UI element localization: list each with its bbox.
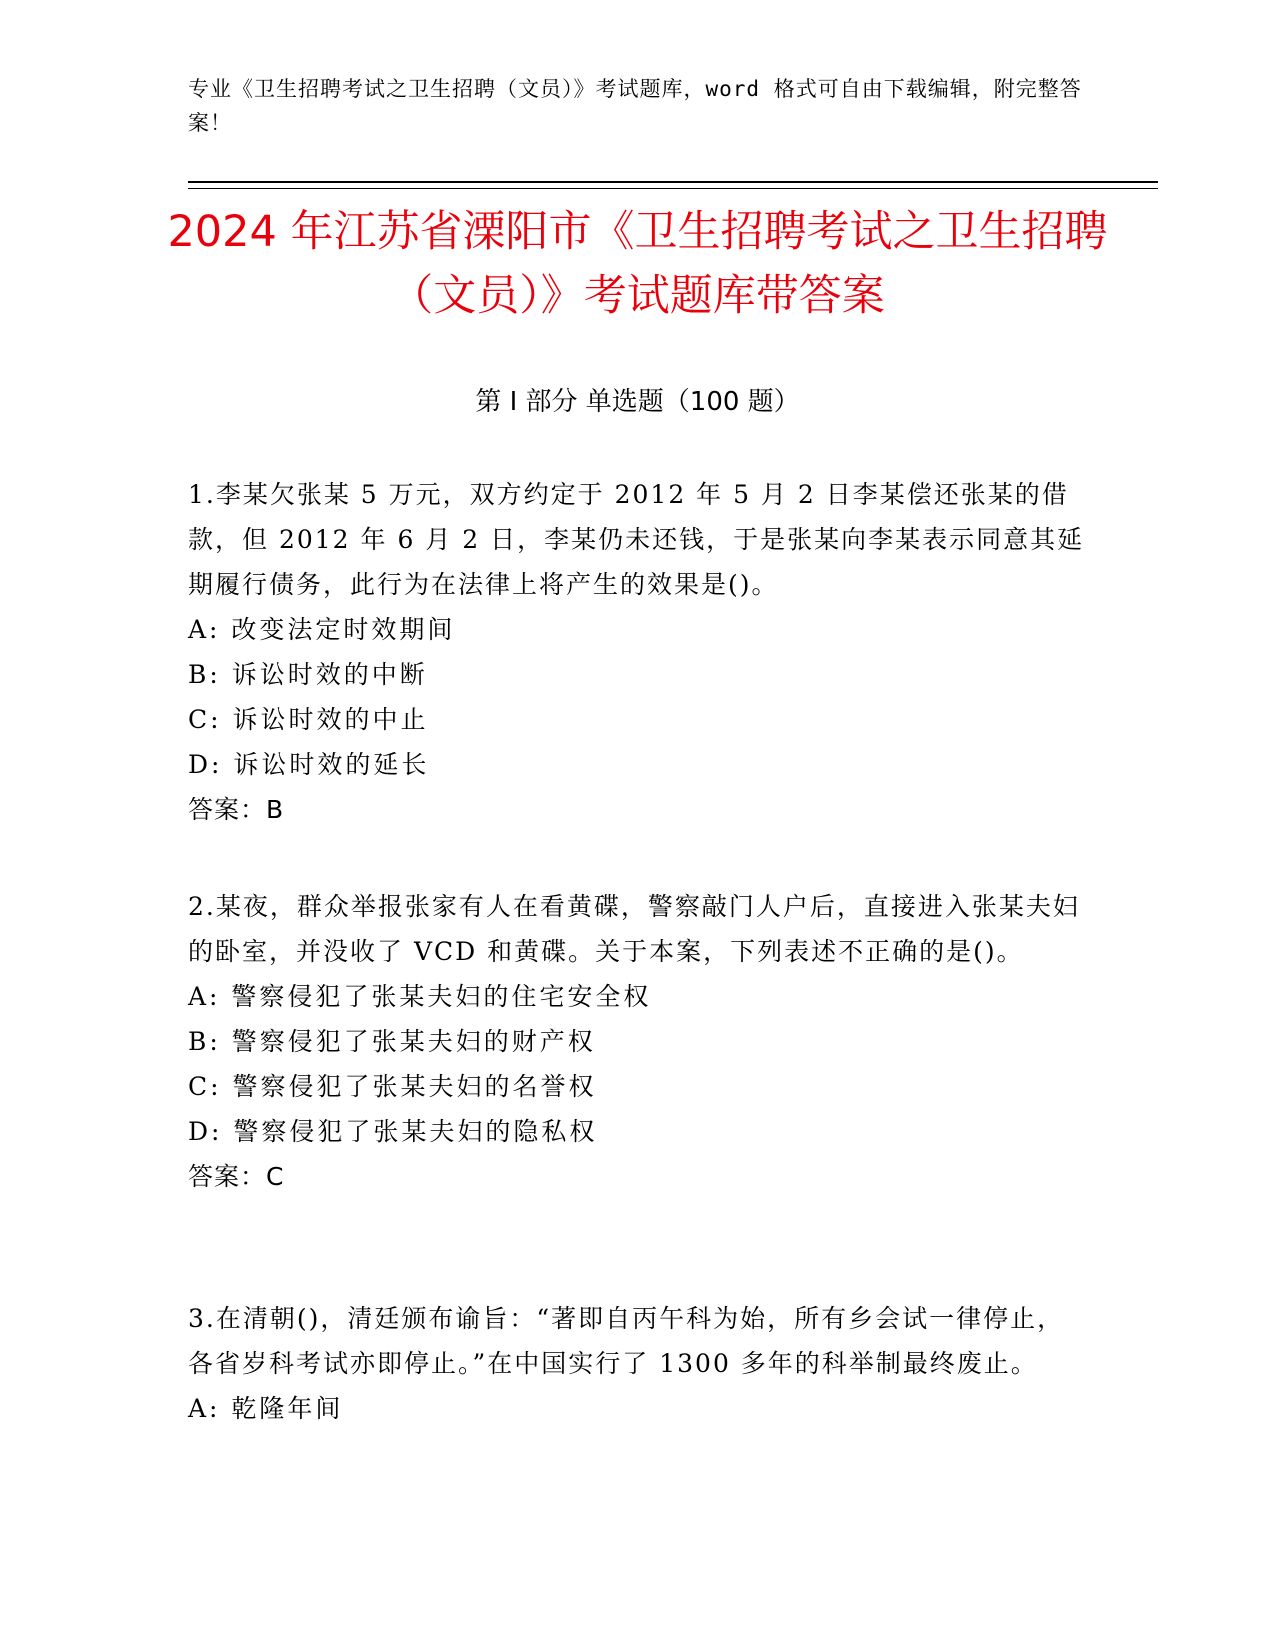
question-stem: 2.某夜，群众举报张家有人在看黄碟，警察敲门人户后，直接进入张某夫妇的卧室，并没收了 VCD 和黄碟。关于本案，下列表述不正确的是()。 <box>188 892 1080 966</box>
option-d: D: 诉讼时效的延长 <box>188 750 430 779</box>
option-a: A: 警察侵犯了张某夫妇的住宅安全权 <box>188 982 652 1011</box>
question-stem: 1.李某欠张某 5 万元，双方约定于 2012 年 5 月 2 日李某偿还张某的借款，但 2012 年 6 月 2 日，李某仍未还钱，于是张某向李某表示同意其延期履行债务，此行为在法律上将产生的效果是()。 <box>188 480 1085 599</box>
option-c: C: 警察侵犯了张某夫妇的名誉权 <box>188 1072 597 1101</box>
document-title: 2024 年江苏省溧阳市《卫生招聘考试之卫生招聘（文员）》考试题库带答案 <box>167 207 1108 321</box>
option-c: C: 诉讼时效的中止 <box>188 705 429 734</box>
section-heading: 第 I 部分 单选题（100 题） <box>475 387 800 417</box>
option-a: A: 乾隆年间 <box>188 1394 344 1423</box>
answer: 答案：B <box>188 795 285 824</box>
question-1 <box>188 472 1088 833</box>
header-divider-thin <box>188 188 1158 189</box>
question-stem: 3.在清朝()，清廷颁布谕旨：“著即自丙午科为始，所有乡会试一律停止，各省岁科考试亦即停止。”在中国实行了 1300 多年的科举制最终废止。 <box>188 1304 1065 1378</box>
question-3 <box>188 1296 1088 1431</box>
header-divider-thick <box>188 181 1158 183</box>
option-b: B: 警察侵犯了张某夫妇的财产权 <box>188 1027 596 1056</box>
option-d: D: 警察侵犯了张某夫妇的隐私权 <box>188 1117 598 1146</box>
option-a: A: 改变法定时效期间 <box>188 615 456 644</box>
answer: 答案：C <box>188 1162 285 1191</box>
option-b: B: 诉讼时效的中断 <box>188 660 428 689</box>
question-2 <box>188 884 1088 1200</box>
header-note: 专业《卫生招聘考试之卫生招聘（文员）》考试题库，word 格式可自由下载编辑，附完整答案！ <box>188 77 1082 135</box>
